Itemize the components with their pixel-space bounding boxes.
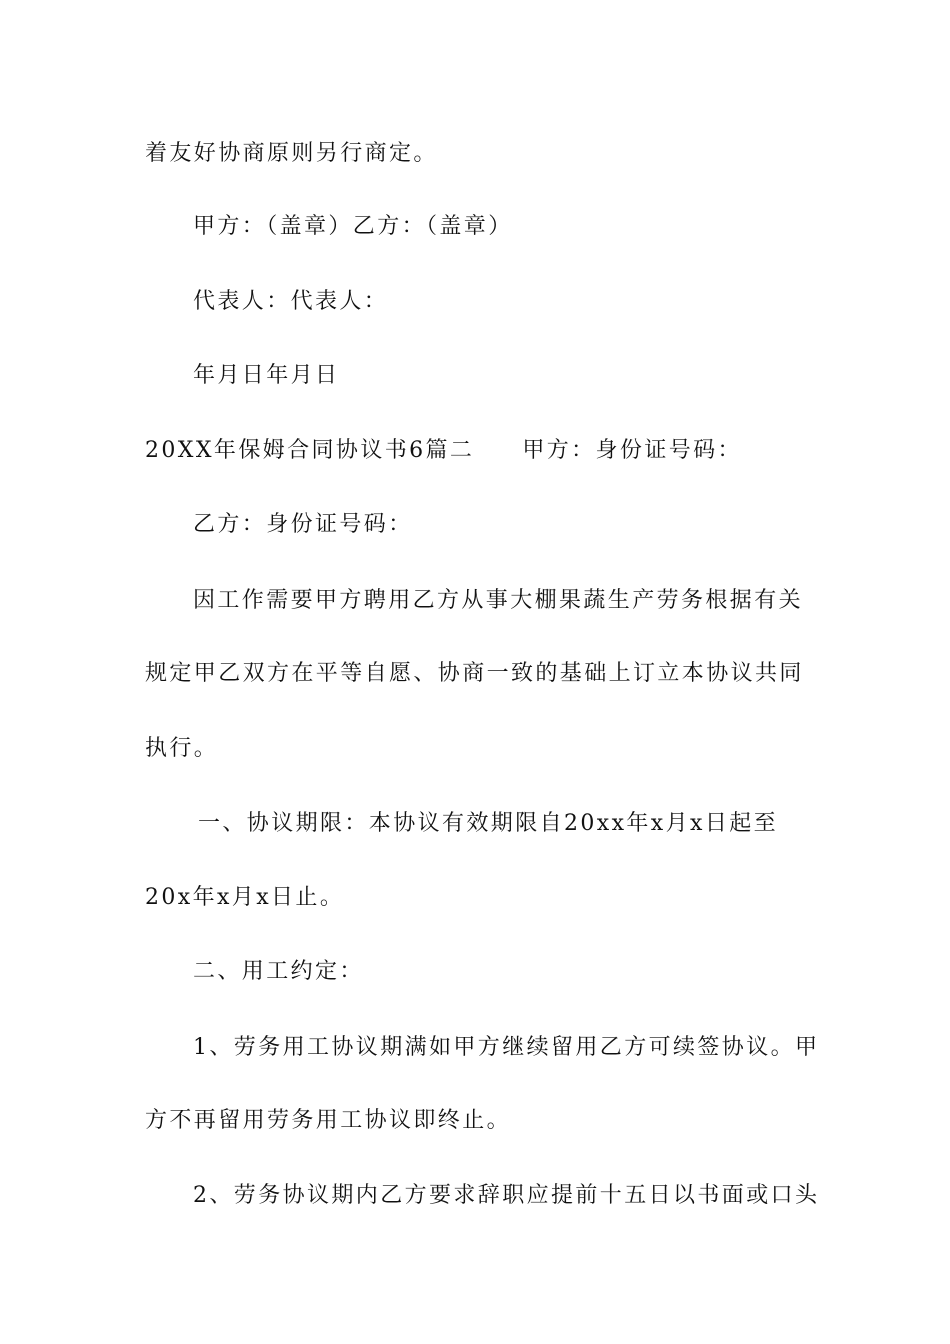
- paragraph-line: 2、劳务协议期内乙方要求辞职应提前十五日以书面或口头: [193, 1183, 820, 1208]
- paragraph-inline: 甲方：身份证号码：: [522, 438, 742, 463]
- paragraph-line: 一、协议期限：本协议有效期限自20xx年x月x日起至: [198, 811, 779, 836]
- section-heading: 20XX年保姆合同协议书6篇二: [145, 438, 475, 463]
- paragraph-line: 执行。: [145, 736, 219, 761]
- paragraph-line: 年月日年月日: [193, 363, 340, 388]
- paragraph-line: 着友好协商原则另行商定。: [145, 141, 438, 166]
- section-heading-line: [145, 436, 810, 466]
- paragraph-line: 二、用工约定：: [193, 959, 364, 984]
- paragraph-line: 甲方：（盖章）乙方：（盖章）: [193, 214, 513, 239]
- paragraph-line: 规定甲乙双方在平等自愿、协商一致的基础上订立本协议共同: [145, 661, 804, 686]
- paragraph-line: 方不再留用劳务用工协议即终止。: [145, 1108, 512, 1133]
- paragraph-line: 20x年x月x日止。: [145, 885, 345, 910]
- paragraph-line: 1、劳务用工协议期满如甲方继续留用乙方可续签协议。甲: [193, 1035, 820, 1060]
- paragraph-line: 乙方：身份证号码：: [193, 512, 413, 537]
- paragraph-line: 因工作需要甲方聘用乙方从事大棚果蔬生产劳务根据有关: [193, 588, 804, 613]
- paragraph-line: 代表人：代表人：: [193, 289, 389, 314]
